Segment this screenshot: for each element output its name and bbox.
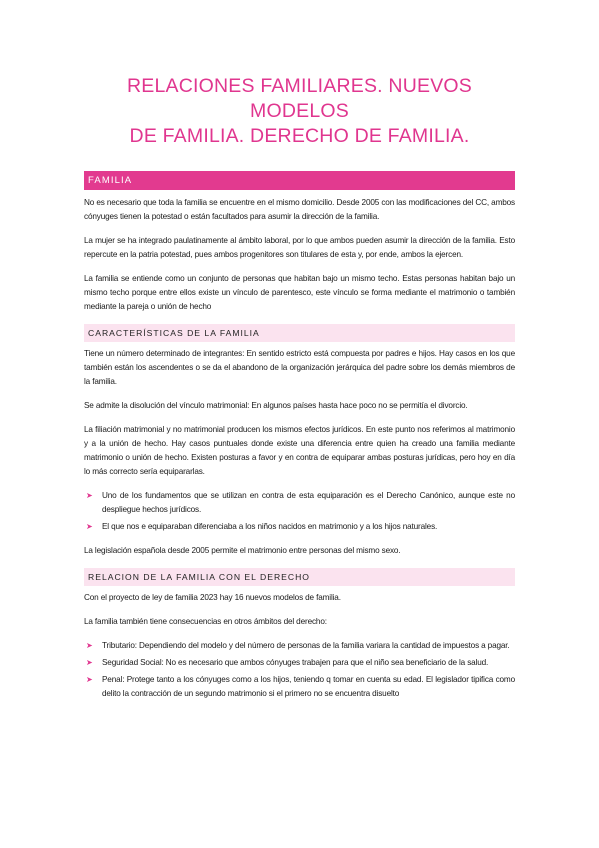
- list-item: [86, 639, 515, 653]
- section-heading-relacion: RELACION DE LA FAMILIA CON EL DERECHO: [84, 568, 515, 586]
- title-line-2: DE FAMILIA. DERECHO DE FAMILIA.: [129, 125, 470, 147]
- arrow-bullet-icon: ➤: [86, 522, 93, 531]
- list-item: [86, 520, 515, 534]
- caracteristicas-paragraph-1: Tiene un número determinado de integrantes: En sentido estricto está compuesta por padres e hijos. Hay casos en los que también están los ascendentes o se da el abandono de la organización jerárquica del padre sobre los demás miembros de la familia.: [84, 349, 515, 386]
- caracteristicas-bullet-list: [84, 489, 515, 534]
- list-item: [86, 673, 515, 701]
- familia-paragraph-3: La familia se entiende como un conjunto de personas que habitan bajo un mismo techo. Estas personas habitan bajo un mismo techo porque entre ellos existe un vínculo de parentesco, este vínculo se forma mediante el matrimonio o también mediante la pareja o unión de hecho: [84, 274, 515, 311]
- list-item-text: Tributario: Dependiendo del modelo y del número de personas de la familia variara la cantidad de impuestos a pagar.: [102, 641, 510, 650]
- list-item-text: El que nos e equiparaban diferenciaba a los niños nacidos en matrimonio y a los hijos naturales.: [102, 522, 438, 531]
- list-item: [86, 656, 515, 670]
- familia-paragraph-1: No es necesario que toda la familia se encuentre en el mismo domicilio. Desde 2005 con las modificaciones del CC, ambos cónyuges tienen la potestad o están facultados para asumir la dirección de la familia.: [84, 198, 515, 221]
- caracteristicas-paragraph-4: La legislación española desde 2005 permite el matrimonio entre personas del mismo sexo.: [84, 546, 401, 555]
- relacion-bullet-list: [84, 639, 515, 701]
- caracteristicas-paragraph-2: Se admite la disolución del vínculo matrimonial: En algunos países hasta hace poco no se permitía el divorcio.: [84, 401, 468, 410]
- section-heading-caracteristicas: CARACTERÍSTICAS DE LA FAMILIA: [84, 324, 515, 342]
- section-heading-familia: FAMILIA: [84, 171, 515, 190]
- list-item-text: Uno de los fundamentos que se utilizan en contra de esta equiparación es el Derecho Canónico, aunque este no despliegue hechos jurídicos.: [102, 491, 515, 514]
- relacion-paragraph-1: Con el proyecto de ley de familia 2023 hay 16 nuevos modelos de familia.: [84, 593, 341, 602]
- list-item: [86, 489, 515, 517]
- arrow-bullet-icon: ➤: [86, 675, 93, 684]
- document-title: [84, 0, 515, 149]
- list-item-text: Seguridad Social: No es necesario que ambos cónyuges trabajen para que el niño sea beneficiario de la salud.: [102, 658, 489, 667]
- title-line-1: RELACIONES FAMILIARES. NUEVOS MODELOS: [127, 75, 472, 122]
- familia-paragraph-2: La mujer se ha integrado paulatinamente al ámbito laboral, por lo que ambos pueden asumir la dirección de la familia. Esto repercute en la patria potestad, pues ambos progenitores son titulares de esta y, por ende, ambos la ejercen.: [84, 236, 515, 259]
- relacion-paragraph-2: La familia también tiene consecuencias en otros ámbitos del derecho:: [84, 617, 327, 626]
- arrow-bullet-icon: ➤: [86, 641, 93, 650]
- list-item-text: Penal: Protege tanto a los cónyuges como a los hijos, teniendo q tomar en cuenta su edad. El legislador tipifica como delito la contracción de un segundo matrimonio si el primero no se encuentra disuelto: [102, 675, 515, 698]
- caracteristicas-paragraph-3: La filiación matrimonial y no matrimonial producen los mismos efectos jurídicos. En este punto nos referimos al matrimonio y a la unión de hecho. Hay casos puntuales donde existe una diferencia entre quien ha creado una familia mediante matrimonio o unión de hecho. Existen posturas a favor y en contra de equiparar ambas posturas jurídicas, pero hoy en día lo más correcto sería equipararlas.: [84, 425, 515, 476]
- arrow-bullet-icon: ➤: [86, 658, 93, 667]
- arrow-bullet-icon: ➤: [86, 491, 93, 500]
